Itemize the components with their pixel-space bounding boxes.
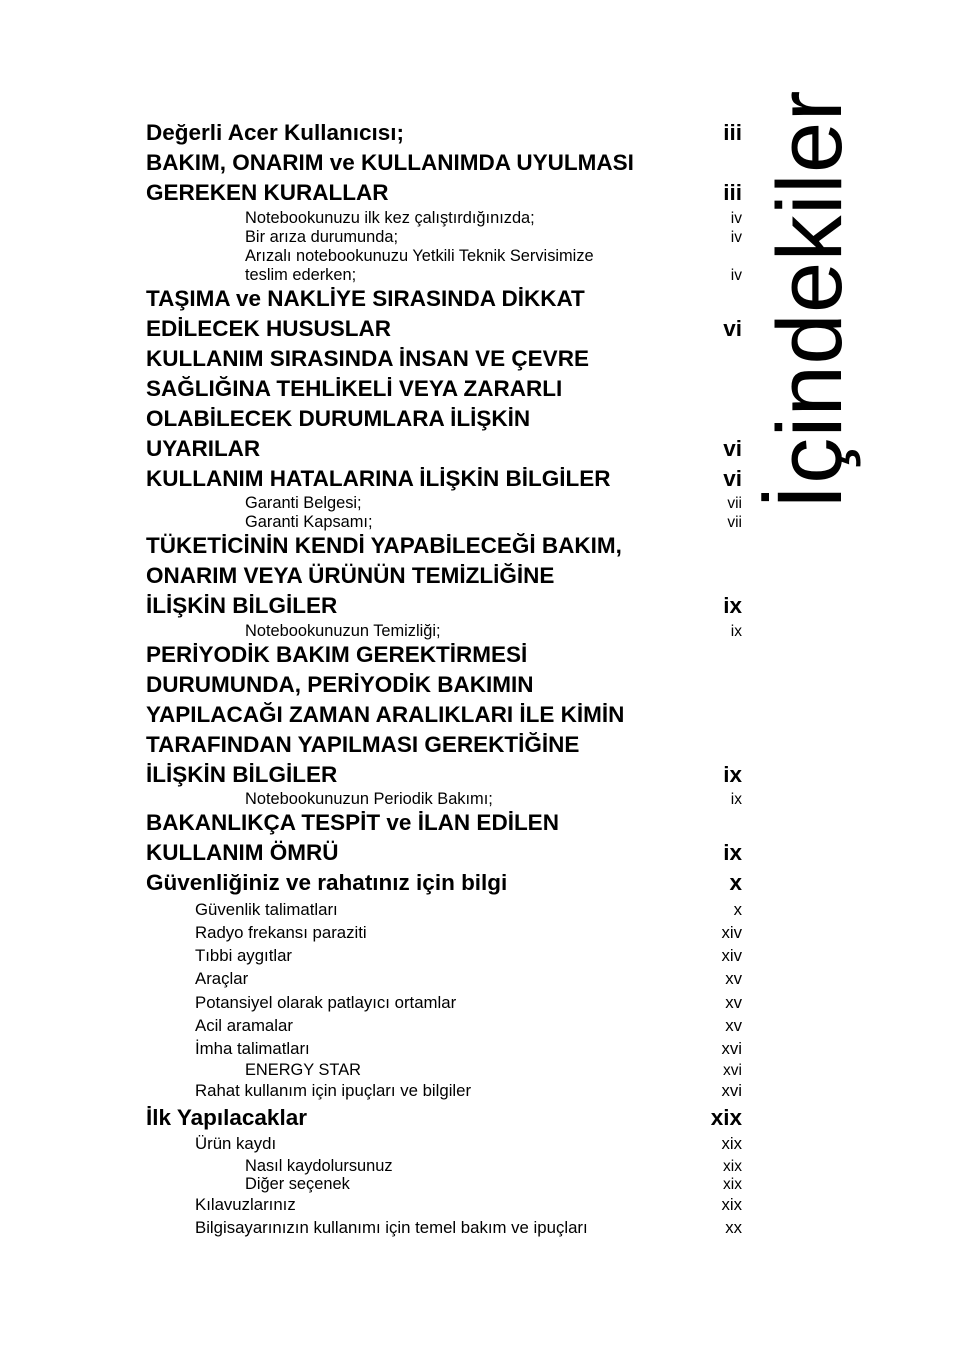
toc-entry-page: xix (721, 1195, 742, 1214)
toc-entry-page: xvi (721, 1081, 742, 1100)
toc-entry-title: ENERGY STAR (245, 1061, 361, 1079)
toc-entry[interactable] (146, 314, 742, 344)
toc-entry-title: SAĞLIĞINA TEHLİKELİ VEYA ZARARLI (146, 376, 563, 401)
toc-entry[interactable] (245, 247, 742, 266)
toc-entry-title: Notebookunuzu ilk kez çalıştırdığınızda; (245, 209, 535, 227)
toc-entry[interactable] (195, 1037, 742, 1060)
toc-entry-title: OLABİLECEK DURUMLARA İLİŞKİN (146, 406, 531, 431)
toc-entry-page: ix (730, 623, 742, 640)
toc-entry-title: Kılavuzlarınız (195, 1195, 296, 1214)
toc-entry-title: Güvenliğiniz ve rahatınız için bilgi (146, 870, 508, 895)
toc-entry-page: vi (723, 316, 742, 341)
toc-entry[interactable] (146, 808, 742, 838)
toc-entry-title: Tıbbi aygıtlar (195, 946, 293, 965)
toc-entry[interactable] (245, 209, 742, 229)
toc-entry[interactable] (146, 434, 742, 464)
toc-entry-title: KULLANIM SIRASINDA İNSAN VE ÇEVRE (146, 346, 589, 371)
toc-entry[interactable] (146, 591, 742, 621)
toc-entry-page: xix (710, 1105, 742, 1130)
toc-entry-title: Arızalı notebookunuzu Yetkili Teknik Servisimize (245, 247, 594, 265)
toc-entry[interactable] (245, 228, 742, 248)
toc-entry-page: xiv (721, 923, 742, 942)
toc-entry-title: Potansiyel olarak patlayıcı ortamlar (195, 993, 457, 1012)
toc-entry[interactable] (146, 1103, 742, 1133)
toc-entry[interactable] (195, 1216, 742, 1239)
toc-entry-title: Ürün kaydı (195, 1134, 277, 1153)
toc-entry-page: ix (730, 791, 742, 808)
toc-entry[interactable] (146, 374, 742, 404)
toc-entry[interactable] (195, 921, 742, 944)
toc-entry[interactable] (195, 1014, 742, 1037)
toc-entry-title: Nasıl kaydolursunuz (245, 1157, 393, 1175)
toc-entry[interactable] (146, 464, 742, 494)
toc-entry-title: Notebookunuzun Periodik Bakımı; (245, 790, 493, 808)
toc-entry[interactable] (245, 513, 742, 533)
toc-entry-title: Bilgisayarınızın kullanımı için temel bakım ve ipuçları (195, 1218, 588, 1237)
toc-entry-page: xx (725, 1218, 742, 1237)
toc-entry[interactable] (245, 1175, 742, 1195)
toc-entry[interactable] (146, 730, 742, 760)
toc-entry-title: DURUMUNDA, PERİYODİK BAKIMIN (146, 672, 534, 697)
side-title-text: İçindekiler (759, 90, 861, 510)
toc-entry-page: xv (725, 1016, 742, 1035)
toc-entry-page: xvi (723, 1062, 742, 1079)
toc-entry-page: vii (727, 514, 742, 531)
toc-entry-title: teslim ederken; (245, 266, 357, 284)
toc-entry-page: xv (725, 969, 742, 988)
toc-entry-title: KULLANIM HATALARINA İLİŞKİN BİLGİLER (146, 466, 611, 491)
toc-entry-title: BAKIM, ONARIM ve KULLANIMDA UYULMASI (146, 150, 634, 175)
toc-entry[interactable] (146, 760, 742, 790)
toc-entry[interactable] (245, 266, 742, 286)
toc-entry-title: GEREKEN KURALLAR (146, 180, 389, 205)
toc-entry-page: vi (723, 466, 742, 491)
toc-entry[interactable] (146, 838, 742, 868)
toc-entry-page: iii (723, 120, 742, 145)
toc-entry[interactable] (245, 1061, 742, 1081)
toc-entry-page: iv (730, 267, 742, 284)
toc-entry-page: ix (723, 840, 742, 865)
toc-entry[interactable] (146, 868, 742, 898)
toc-entry-page: xix (723, 1158, 742, 1175)
toc-entry-title: Araçlar (195, 969, 249, 988)
toc-entry-title: TARAFINDAN YAPILMASI GEREKTİĞİNE (146, 732, 580, 757)
toc-entry[interactable] (195, 1193, 742, 1216)
toc-entry-page: xv (725, 993, 742, 1012)
toc-entry-page: ix (723, 762, 742, 787)
toc-entry-title: İmha talimatları (195, 1039, 310, 1058)
toc-entry-page: xvi (721, 1039, 742, 1058)
toc-entry-title: ONARIM VEYA ÜRÜNÜN TEMİZLİĞİNE (146, 563, 555, 588)
toc-entry[interactable] (245, 622, 742, 642)
toc-entry[interactable] (195, 898, 742, 921)
toc-entry-title: İLİŞKİN BİLGİLER (146, 762, 338, 787)
toc-entry-title: İlk Yapılacaklar (146, 1105, 307, 1130)
toc-entry-title: Bir arıza durumunda; (245, 228, 399, 246)
toc-entry-title: Garanti Belgesi; (245, 494, 362, 512)
toc-entry-page: xix (721, 1134, 742, 1153)
toc-entry-title: YAPILACAĞI ZAMAN ARALIKLARI İLE KİMİN (146, 702, 625, 727)
toc-entry-page: xiv (721, 946, 742, 965)
toc-entry-title: Rahat kullanım için ipuçları ve bilgiler (195, 1081, 472, 1100)
toc-entry[interactable] (195, 991, 742, 1014)
toc-entry-page: ix (723, 593, 742, 618)
toc-entry-page: iii (723, 180, 742, 205)
toc-entry-title: Değerli Acer Kullanıcısı; (146, 120, 405, 145)
toc-entry[interactable] (245, 790, 742, 810)
toc-entry-page: iv (730, 229, 742, 246)
toc-entry-title: Radyo frekansı paraziti (195, 923, 367, 942)
toc-entry[interactable] (146, 700, 742, 730)
toc-entry[interactable] (146, 344, 742, 374)
toc-entry[interactable] (195, 1079, 742, 1102)
toc-entry[interactable] (146, 284, 742, 314)
toc-entry-title: İLİŞKİN BİLGİLER (146, 593, 338, 618)
toc-entry[interactable] (146, 670, 742, 700)
toc-entry-title: KULLANIM ÖMRÜ (146, 840, 339, 865)
toc-entry-title: Garanti Kapsamı; (245, 513, 373, 531)
toc-entry-title: Güvenlik talimatları (195, 900, 338, 919)
toc-entry[interactable] (195, 967, 742, 990)
toc-entry[interactable] (146, 148, 742, 178)
toc-entry-page: iv (730, 210, 742, 227)
toc-entry[interactable] (146, 561, 742, 591)
toc-entry[interactable] (146, 640, 742, 670)
toc-entry[interactable] (146, 531, 742, 561)
toc-entry-title: TAŞIMA ve NAKLİYE SIRASINDA DİKKAT (146, 286, 585, 311)
toc-entry-title: BAKANLIKÇA TESPİT ve İLAN EDİLEN (146, 810, 559, 835)
toc-entry-page: x (733, 900, 742, 919)
toc-entry-title: TÜKETİCİNİN KENDİ YAPABİLECEĞİ BAKIM, (146, 533, 622, 558)
toc-entry-title: Notebookunuzun Temizliği; (245, 622, 441, 640)
toc-entry[interactable] (146, 118, 742, 148)
toc-entry-title: Acil aramalar (195, 1016, 293, 1035)
toc-entry[interactable] (245, 494, 742, 514)
toc-entry-page: xix (723, 1176, 742, 1193)
toc-entry[interactable] (195, 944, 742, 967)
toc-entry-title: PERİYODİK BAKIM GEREKTİRMESİ (146, 642, 528, 667)
toc-entry[interactable] (146, 404, 742, 434)
toc-entry[interactable] (245, 1157, 742, 1177)
toc-entry-page: x (729, 870, 742, 895)
toc-entry-title: UYARILAR (146, 436, 261, 461)
toc-entry-title: EDİLECEK HUSUSLAR (146, 316, 392, 341)
toc-entry-page: vi (723, 436, 742, 461)
toc-entry-title: Diğer seçenek (245, 1175, 350, 1193)
toc-entry-page: vii (727, 495, 742, 512)
toc-entry[interactable] (146, 178, 742, 208)
toc-entry[interactable] (195, 1132, 742, 1155)
